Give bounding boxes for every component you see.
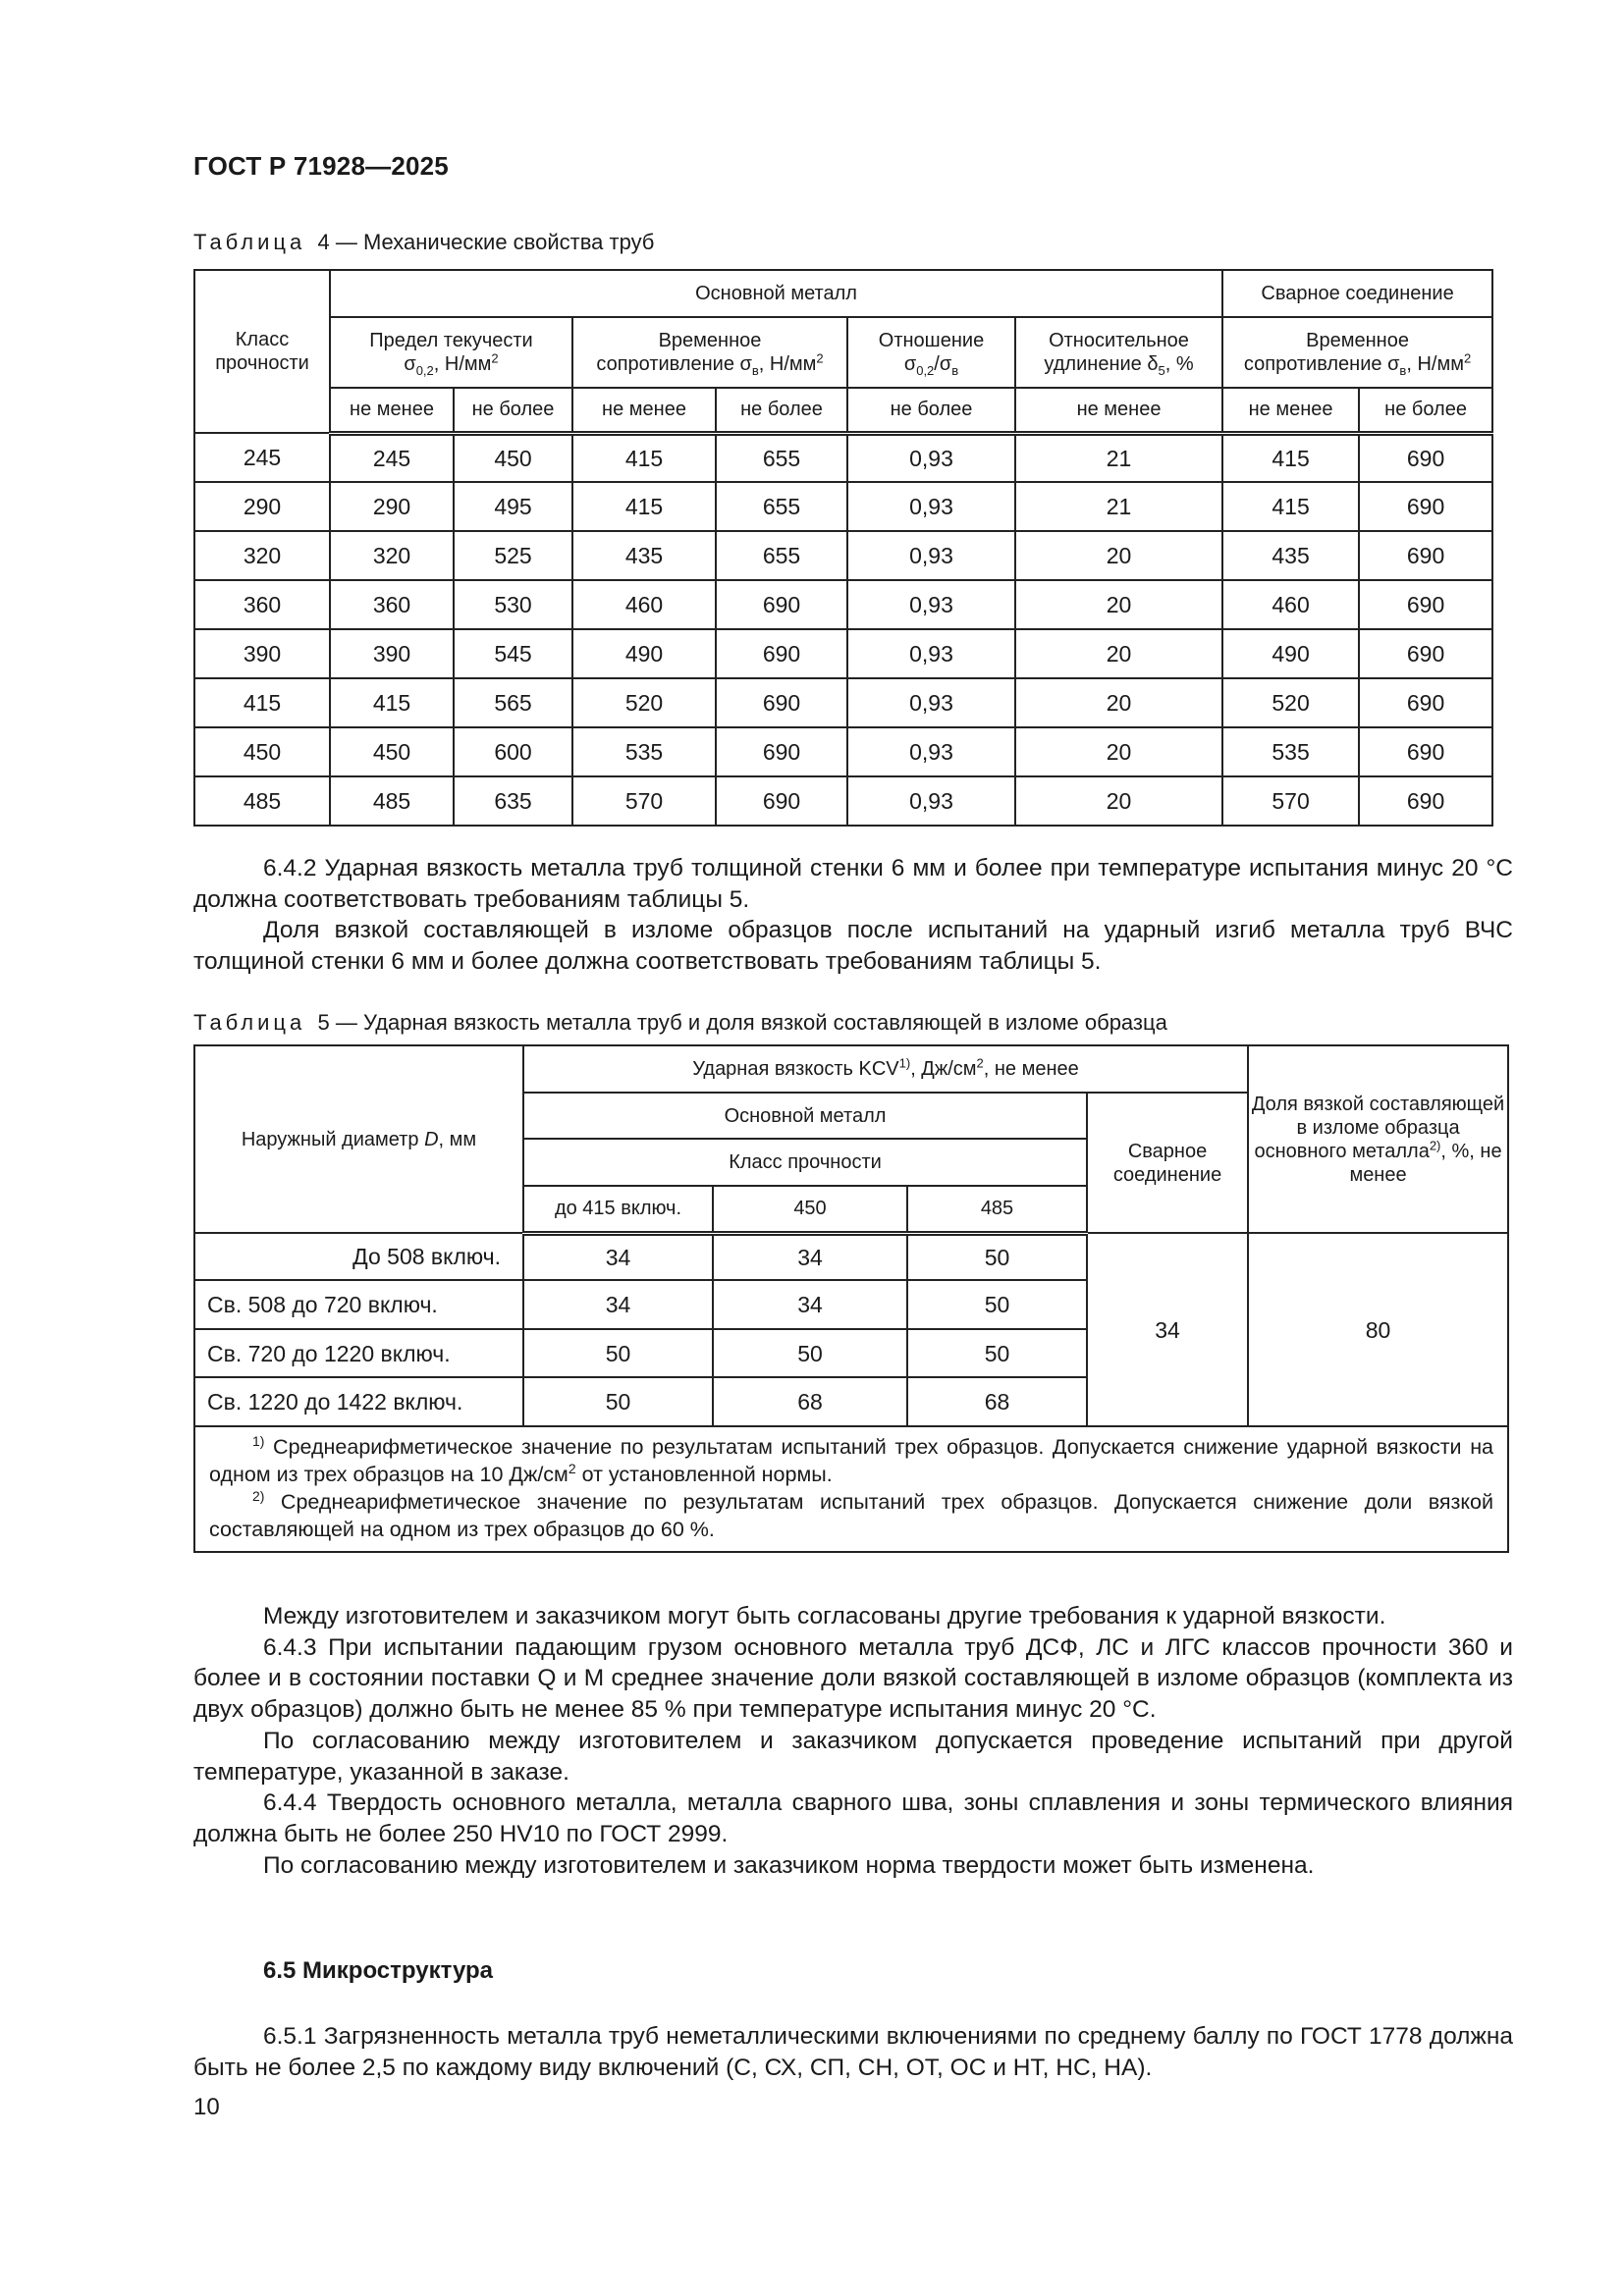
table-row — [194, 580, 1492, 629]
table4-caption-text: 4 — Механические свойства труб — [317, 230, 655, 254]
cell-class: 485 — [194, 776, 330, 826]
cell-value: 415 — [330, 678, 454, 727]
cell-value: 565 — [454, 678, 572, 727]
cell-diameter: До 508 включ. — [194, 1233, 523, 1280]
th-base-metal: Основной металл — [523, 1093, 1087, 1139]
cell-value: 635 — [454, 776, 572, 826]
cell-value: 485 — [330, 776, 454, 826]
cell-value: 34 — [713, 1280, 907, 1329]
para-text: По согласованию между изготовителем и заказчиком норма твердости может быть изменена. — [263, 1851, 1315, 1879]
cell-class: 320 — [194, 531, 330, 580]
cell-value: 34 — [523, 1280, 713, 1329]
cell-value: 460 — [1222, 580, 1359, 629]
cell-value: 690 — [716, 629, 847, 678]
cell-value: 435 — [572, 531, 716, 580]
cell-value: 50 — [523, 1329, 713, 1377]
page-number: 10 — [193, 2094, 220, 2120]
table5-impact-toughness — [193, 1044, 1509, 1553]
cell-value: 20 — [1015, 776, 1222, 826]
cell-value: 50 — [523, 1377, 713, 1426]
para-text: Между изготовителем и заказчиком могут быть согласованы другие требования к ударной вязкости. — [263, 1603, 1386, 1629]
cell-value: 360 — [330, 580, 454, 629]
cell-value: 245 — [330, 433, 454, 482]
cell-value: 435 — [1222, 531, 1359, 580]
cell-value: 50 — [907, 1280, 1087, 1329]
section-heading-6-5: 6.5 Микроструктура — [263, 1957, 493, 1984]
cell-value: 390 — [330, 629, 454, 678]
table4-caption — [193, 230, 654, 255]
cell-value: 530 — [454, 580, 572, 629]
th-diameter: Наружный диаметр D, мм — [194, 1045, 523, 1233]
cell-value: 320 — [330, 531, 454, 580]
cell-value: 20 — [1015, 580, 1222, 629]
th-class: Класс прочности — [523, 1139, 1087, 1186]
th-max: не более — [1359, 388, 1492, 433]
th-min: не менее — [330, 388, 454, 433]
th-max: не более — [847, 388, 1015, 433]
cell-diameter: Св. 508 до 720 включ. — [194, 1280, 523, 1329]
cell-value: 20 — [1015, 727, 1222, 776]
cell-value: 690 — [1359, 482, 1492, 531]
cell-value: 0,93 — [847, 482, 1015, 531]
th-class-415: до 415 включ. — [523, 1186, 713, 1233]
table5-caption-prefix: Таблица — [193, 1010, 306, 1035]
cell-value: 690 — [716, 776, 847, 826]
paragraph-6-4-2 — [193, 853, 1513, 978]
cell-value: 690 — [1359, 629, 1492, 678]
th-ratio: Отношение $\sigma_{0,2}/\sigma_в$ — [847, 317, 1015, 388]
cell-value: 655 — [716, 433, 847, 482]
cell-value: 415 — [572, 433, 716, 482]
table-row — [194, 482, 1492, 531]
table5-caption — [193, 1010, 1167, 1036]
table4-caption-prefix: Таблица — [193, 230, 306, 254]
cell-weld-value: 34 — [1087, 1233, 1248, 1426]
cell-share-value: 80 — [1248, 1233, 1508, 1426]
cell-value: 450 — [330, 727, 454, 776]
table-row — [194, 678, 1492, 727]
cell-class: 450 — [194, 727, 330, 776]
table-row — [194, 1233, 1508, 1280]
footnote-2: $^{2)}$ Среднеарифметическое значение по результатам испытаний трех образцов. Допускается снижение доли вязкой составляющей на одном из трех образцов до 60 %. — [209, 1487, 1494, 1541]
cell-value: 520 — [1222, 678, 1359, 727]
table4-mechanical-properties — [193, 269, 1493, 827]
cell-value: 690 — [716, 580, 847, 629]
cell-value: 0,93 — [847, 433, 1015, 482]
cell-value: 50 — [907, 1329, 1087, 1377]
cell-value: 655 — [716, 482, 847, 531]
th-kcv: Ударная вязкость KCV$^{1)}$, $Дж/см^2$, не менее — [523, 1045, 1248, 1093]
cell-class: 390 — [194, 629, 330, 678]
document-code-header: ГОСТ Р 71928—2025 — [193, 151, 449, 181]
th-yield: Предел текучести $\sigma_{0,2}$, $Н/мм^2$ — [330, 317, 572, 388]
cell-value: 415 — [1222, 433, 1359, 482]
cell-value: 690 — [1359, 580, 1492, 629]
table-row — [194, 629, 1492, 678]
table5-footnotes — [194, 1426, 1508, 1552]
th-max: не более — [454, 388, 572, 433]
cell-value: 34 — [713, 1233, 907, 1280]
table-row — [194, 727, 1492, 776]
th-class: Класс прочности — [194, 270, 330, 433]
th-min: не менее — [1222, 388, 1359, 433]
th-weld: Сварное соединение — [1222, 270, 1492, 317]
cell-value: 690 — [716, 678, 847, 727]
cell-diameter: Св. 720 до 1220 включ. — [194, 1329, 523, 1377]
cell-class: 360 — [194, 580, 330, 629]
cell-value: 525 — [454, 531, 572, 580]
table4-body — [194, 433, 1492, 826]
th-ductile-share: Доля вязкой составляющей в изломе образца основного металла$^{2)}$, %, не менее — [1248, 1045, 1508, 1233]
cell-value: 570 — [1222, 776, 1359, 826]
para-text: Доля вязкой составляющей в изломе образцов после испытаний на ударный изгиб металла труб ВЧС толщиной стенки 6 мм и более должна соответствовать требованиям таблицы 5. — [193, 917, 1513, 976]
cell-value: 600 — [454, 727, 572, 776]
body-text-block — [193, 1601, 1513, 1881]
cell-value: 415 — [1222, 482, 1359, 531]
cell-value: 0,93 — [847, 580, 1015, 629]
cell-value: 290 — [330, 482, 454, 531]
paragraph-6-4-3: 6.4.3 При испытании падающим грузом основного металла труб ДСФ, ЛС и ЛГС классов прочности 360 и более и в состоянии поставки Q и M среднее значение доли вязкой составляющей в изломе образцов (комплекта из двух образцов) должно быть не менее 85 % при температуре испытания минус 20 °С. — [193, 1633, 1513, 1724]
cell-value: 68 — [713, 1377, 907, 1426]
cell-value: 0,93 — [847, 678, 1015, 727]
cell-value: 690 — [1359, 678, 1492, 727]
th-base-metal: Основной металл — [330, 270, 1222, 317]
th-elongation: Относительное удлинение $\delta_5$, % — [1015, 317, 1222, 388]
para-text: 6.4.2 Ударная вязкость металла труб толщиной стенки 6 мм и более при температуре испытания минус 20 °С должна соответствовать требованиям таблицы 5. — [193, 855, 1513, 913]
cell-value: 34 — [523, 1233, 713, 1280]
cell-value: 520 — [572, 678, 716, 727]
cell-diameter: Св. 1220 до 1422 включ. — [194, 1377, 523, 1426]
cell-value: 690 — [1359, 531, 1492, 580]
cell-value: 450 — [454, 433, 572, 482]
cell-value: 0,93 — [847, 727, 1015, 776]
cell-value: 20 — [1015, 531, 1222, 580]
cell-value: 690 — [716, 727, 847, 776]
para-text: По согласованию между изготовителем и заказчиком допускается проведение испытаний при другой температуре, указанной в заказе. — [193, 1727, 1513, 1786]
table-row — [194, 531, 1492, 580]
cell-value: 21 — [1015, 433, 1222, 482]
th-min: не менее — [1015, 388, 1222, 433]
footnote-1: $^{1)}$ Среднеарифметическое значение по результатам испытаний трех образцов. Допускается снижение ударной вязкости на одном из трех образцов на 10 $Дж/см^2$ от установленной нормы. — [209, 1432, 1494, 1486]
cell-value: 0,93 — [847, 531, 1015, 580]
table-row — [194, 776, 1492, 826]
cell-value: 50 — [713, 1329, 907, 1377]
cell-value: 535 — [572, 727, 716, 776]
table-row — [194, 433, 1492, 482]
table5-caption-text: 5 — Ударная вязкость металла труб и доля вязкой составляющей в изломе образца — [317, 1010, 1167, 1035]
cell-value: 20 — [1015, 629, 1222, 678]
th-class-450: 450 — [713, 1186, 907, 1233]
th-min: не менее — [572, 388, 716, 433]
cell-value: 490 — [572, 629, 716, 678]
paragraph-6-5-1 — [193, 2021, 1513, 2083]
cell-value: 545 — [454, 629, 572, 678]
cell-value: 535 — [1222, 727, 1359, 776]
cell-class: 245 — [194, 433, 330, 482]
cell-class: 415 — [194, 678, 330, 727]
para-text: 6.5.1 Загрязненность металла труб неметаллическими включениями по среднему баллу по ГОСТ 1778 должна быть не более 2,5 по каждому виду включений (С, СХ, СП, СН, ОТ, ОС и НТ, НС, НА). — [193, 2023, 1513, 2081]
th-tensile: Временное сопротивление $\sigma_в$, $Н/мм^2$ — [572, 317, 847, 388]
th-weld: Сварное соединение — [1087, 1093, 1248, 1233]
cell-value: 20 — [1015, 678, 1222, 727]
cell-value: 655 — [716, 531, 847, 580]
cell-value: 570 — [572, 776, 716, 826]
cell-value: 0,93 — [847, 629, 1015, 678]
cell-value: 68 — [907, 1377, 1087, 1426]
footnotes-cell — [194, 1426, 1508, 1552]
cell-value: 21 — [1015, 482, 1222, 531]
cell-value: 690 — [1359, 433, 1492, 482]
paragraph-6-4-4: 6.4.4 Твердость основного металла, металла сварного шва, зоны сплавления и зоны термического влияния должна быть не более 250 HV10 по ГОСТ 2999. — [193, 1789, 1513, 1847]
th-weld-tensile: Временное сопротивление $\sigma_в$, $Н/мм^2$ — [1222, 317, 1492, 388]
cell-value: 460 — [572, 580, 716, 629]
cell-value: 50 — [907, 1233, 1087, 1280]
cell-value: 690 — [1359, 776, 1492, 826]
th-max: не более — [716, 388, 847, 433]
cell-value: 490 — [1222, 629, 1359, 678]
cell-value: 415 — [572, 482, 716, 531]
cell-class: 290 — [194, 482, 330, 531]
cell-value: 495 — [454, 482, 572, 531]
cell-value: 690 — [1359, 727, 1492, 776]
th-class-485: 485 — [907, 1186, 1087, 1233]
cell-value: 0,93 — [847, 776, 1015, 826]
